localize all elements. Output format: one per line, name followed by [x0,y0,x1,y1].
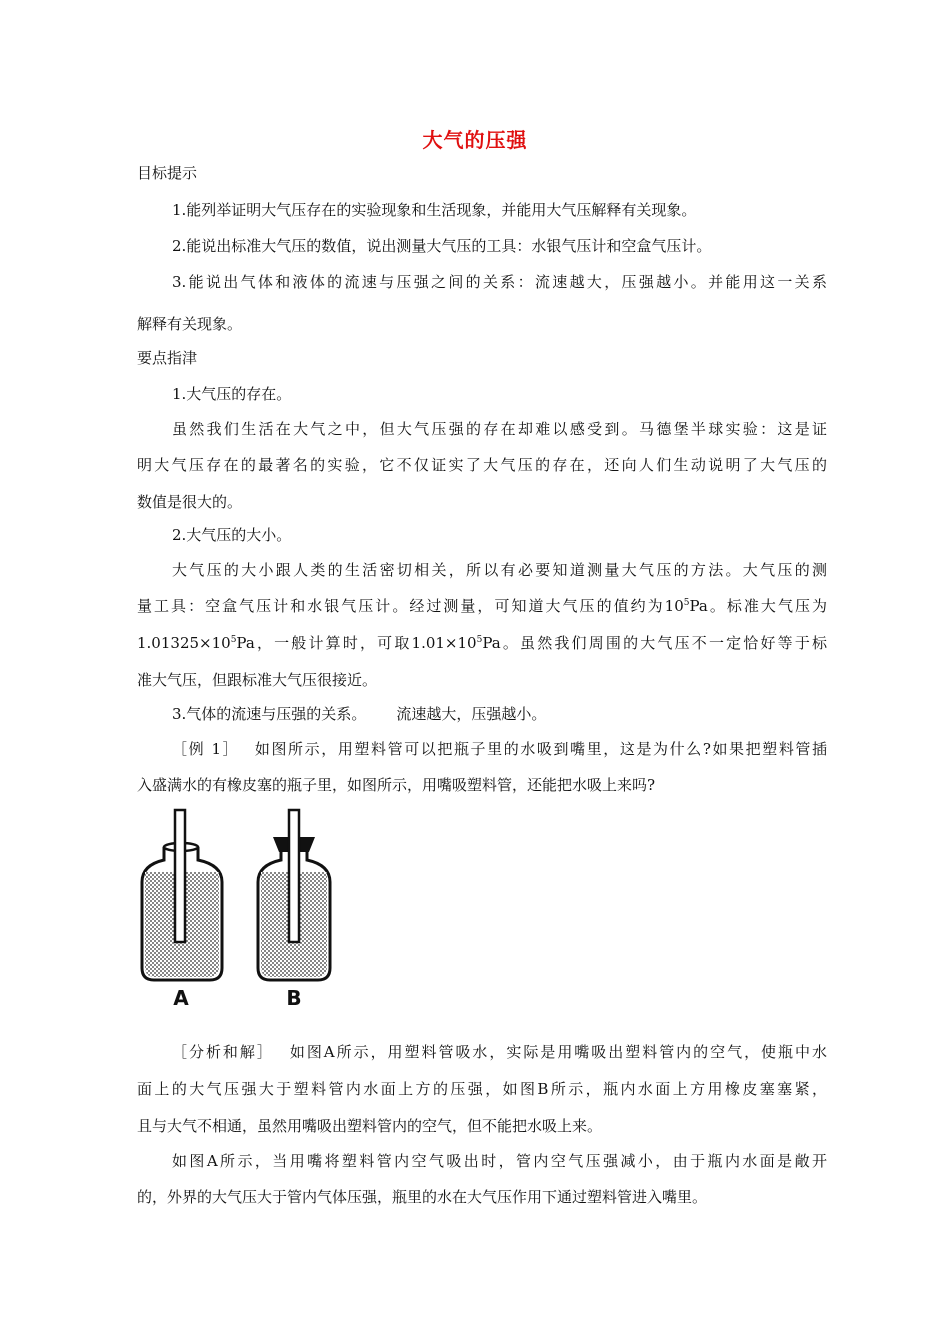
bottles-figure [130,808,350,1013]
point-3-text: 流速越大，压强越小。 [396,705,547,723]
bottle-b-straw [289,810,299,942]
analysis-line-4: 如图A所示，当用嘴将塑料管内空气吸出时，管内空气压强减小，由于瓶内水面是敞开 [172,1152,827,1170]
point-3-line [172,704,827,724]
point-1-line-1: 虽然我们生活在大气之中，但大气压强的存在却难以感受到。马德堡半球实验：这是证 [172,420,827,438]
point-2-line-1: 大气压的大小跟人类的生活密切相关，所以有必要知道测量大气压的方法。大气压的测 [172,561,827,579]
page-title: 大气的压强 [422,128,528,152]
example-label: ［例 1］ [172,740,240,758]
goal-2: 2.能说出标准大气压的数值，说出测量大气压的工具：水银气压计和空盒气压计。 [172,237,712,255]
goals-heading: 目标提示 [137,164,198,182]
bottle-a-straw [175,810,185,942]
point-2-line-4: 准大气压，但跟标准大气压很接近。 [137,671,378,689]
goal-3-line-1: 3.能说出气体和液体的流速与压强之间的关系：流速越大，压强越小。并能用这一关系 [172,273,827,291]
point-1-line-2: 明大气压存在的最著名的实验，它不仅证实了大气压的存在，还向人们生动说明了大气压的 [137,456,827,474]
analysis-line-3: 且与大气不相通，虽然用嘴吸出塑料管内的空气，但不能把水吸上来。 [137,1117,603,1135]
point-2-heading: 2.大气压的大小。 [172,526,292,544]
example-question-line-2: 入盛满水的有橡皮塞的瓶子里，如图所示，用嘴吸塑料管，还能把水吸上来吗? [137,776,656,794]
analysis-label: ［分析和解］ [172,1043,274,1061]
point-2-line-3: $1.01325\times 10^5Pa$，一般计算时，可取$1.01\times 10^5Pa$。虽然我们周围的大气压不一定恰好等于标 [137,634,827,652]
point-2-line-2: 量工具：空盒气压计和水银气压计。经过测量，可知道大气压的值约为$10^5Pa$。标准大气压为 [137,597,827,615]
point-1-heading: 1.大气压的存在。 [172,385,292,403]
analysis-line-2: 面上的大气压强大于塑料管内水面上方的压强，如图B所示，瓶内水面上方用橡皮塞塞紧， [137,1080,827,1098]
analysis-line-5: 的，外界的大气压大于管内气体压强，瓶里的水在大气压作用下通过塑料管进入嘴里。 [137,1188,708,1206]
point-1-line-3: 数值是很大的。 [137,493,243,511]
goal-3-line-2: 解释有关现象。 [137,315,243,333]
point-3-heading: 3.气体的流速与压强的关系。 [172,705,367,723]
analysis-line-1: ［分析和解］ 如图A所示，用塑料管吸水，实际是用嘴吸出塑料管内的空气，使瓶中水 [172,1043,827,1061]
goal-1: 1.能列举证明大气压存在的实验现象和生活现象，并能用大气压解释有关现象。 [172,201,697,219]
example-question-line-1: ［例 1］ 如图所示，用塑料管可以把瓶子里的水吸到嘴里，这是为什么?如果把塑料管插 [172,740,828,758]
points-heading: 要点指津 [137,349,198,367]
figure-label-b: B [286,986,302,1010]
figure-label-a: A [173,986,189,1010]
bottle-b [258,810,330,980]
bottle-a [142,810,222,980]
